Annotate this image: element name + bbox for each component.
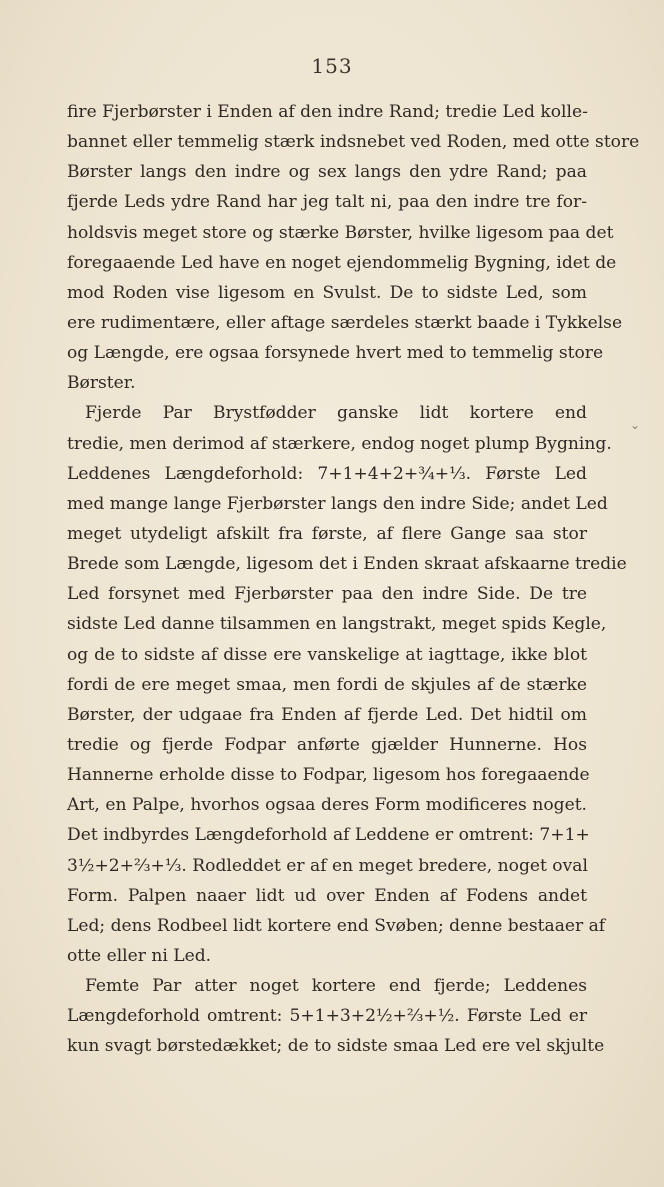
page-number: 153 <box>311 54 353 78</box>
text-line: fordi de ere meget smaa, men fordi de skjules af de stærke <box>67 674 587 695</box>
body-text <box>67 97 640 1062</box>
text-line: tredie og fjerde Fodpar anførte gjælder Hunnerne. Hos <box>67 734 587 755</box>
text-line: kun svagt børstedækket; de to sidste smaa Led ere vel skjulte <box>67 1036 605 1057</box>
text-line: tredie, men derimod af stærkere, endog noget plump Bygning. <box>67 433 612 454</box>
text-line: og de to sidste af disse ere vanskelige at iagttage, ikke blot <box>67 644 587 665</box>
text-line: Børster, der udgaae fra Enden af fjerde Led. Det hidtil om <box>67 704 587 725</box>
text-line: Hannerne erholde disse to Fodpar, ligesom hos foregaaende <box>67 765 590 786</box>
text-line: foregaaende Led have en noget ejendommelig Bygning, idet de <box>67 252 617 273</box>
text-line: fire Fjerbørster i Enden af den indre Rand; tredie Led kolle- <box>67 102 588 122</box>
text-line: bannet eller temmelig stærk indsnebet ved Roden, med otte store <box>67 132 640 153</box>
text-line: Art, en Palpe, hvorhos ogsaa deres Form modificeres noget. <box>67 795 587 816</box>
text-line: 3½+2+⅔+⅓. Rodleddet er af en meget bredere, noget oval <box>67 855 588 876</box>
text-line: meget utydeligt afskilt fra første, af flere Gange saa stor <box>67 523 587 544</box>
text-line: Femte Par atter noget kortere end fjerde; Leddenes <box>85 976 587 997</box>
text-line: Længdeforhold omtrent: 5+1+3+2½+⅔+½. Første Led er <box>67 1006 587 1027</box>
text-line: Det indbyrdes Længdeforhold af Leddene er omtrent: 7+1+ <box>67 825 590 846</box>
text-line: Form. Palpen naaer lidt ud over Enden af Fodens andet <box>67 885 587 906</box>
text-line: fjerde Leds ydre Rand har jeg talt ni, paa den indre tre for- <box>67 192 587 213</box>
text-line: ere rudimentære, eller aftage særdeles stærkt baade i Tykkelse <box>67 312 623 333</box>
text-line: med mange lange Fjerbørster langs den indre Side; andet Led <box>67 493 608 514</box>
text-line: sidste Led danne tilsammen en langstrakt, meget spids Kegle, <box>67 614 607 635</box>
text-line: Brede som Længde, ligesom det i Enden skraat afskaarne tredie <box>67 554 627 575</box>
text-line: holdsvis meget store og stærke Børster, hvilke ligesom paa det <box>67 222 614 243</box>
text-line: Led forsynet med Fjerbørster paa den indre Side. De tre <box>67 584 587 605</box>
text-line: mod Roden vise ligesom en Svulst. De to sidste Led, som <box>67 282 587 303</box>
text-line: Leddenes Længdeforhold: 7+1+4+2+¾+⅓. Første Led <box>67 463 587 484</box>
text-line: Fjerde Par Brystfødder ganske lidt kortere end <box>85 403 587 424</box>
text-line: Led; dens Rodbeel lidt kortere end Svøben; denne bestaaer af <box>67 915 606 936</box>
text-line: og Længde, ere ogsaa forsynede hvert med to temmelig store <box>67 343 604 364</box>
text-line: Børster. <box>67 373 136 394</box>
text-line: otte eller ni Led. <box>67 945 212 966</box>
text-line: Børster langs den indre og sex langs den ydre Rand; paa <box>67 162 587 183</box>
margin-mark: ⌄ <box>630 418 641 432</box>
